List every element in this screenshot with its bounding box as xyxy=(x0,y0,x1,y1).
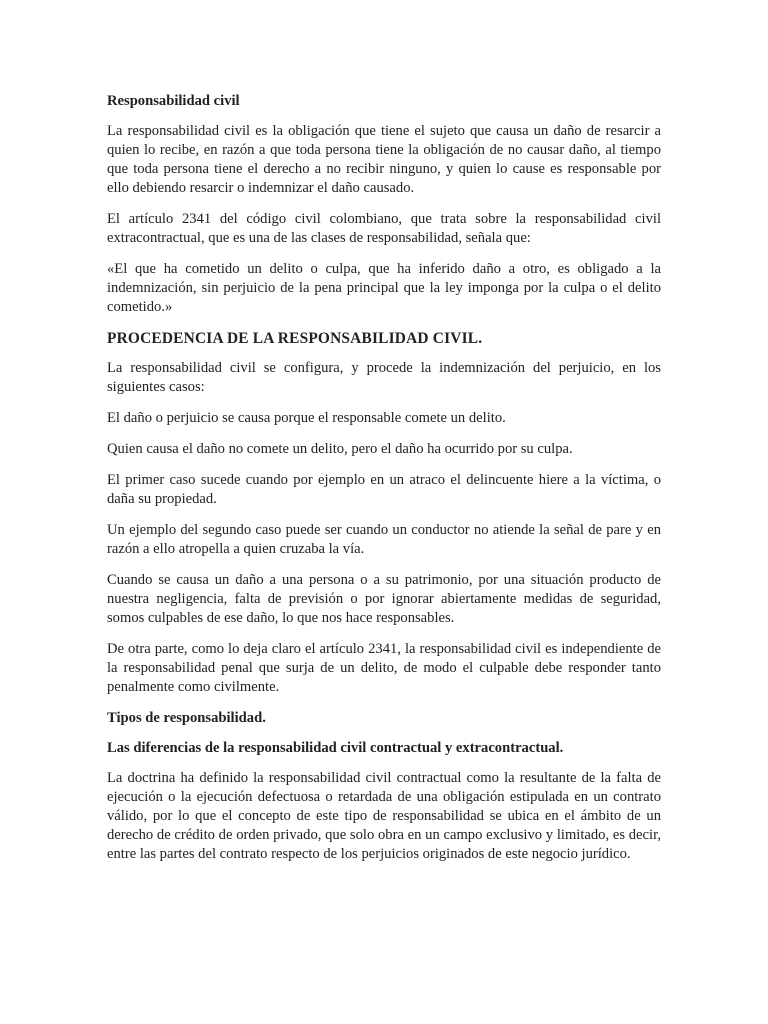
paragraph-second-case-example: Un ejemplo del segundo caso puede ser cuando un conductor no atiende la señal de pare y en razón a ello atropella a quien cruzaba la vía. xyxy=(107,522,661,557)
document-page xyxy=(107,92,661,876)
paragraph-first-case-example: El primer caso sucede cuando por ejemplo en un atraco el delincuente hiere a la víctima, o daña su propiedad. xyxy=(107,472,661,507)
document-title: Responsabilidad civil xyxy=(107,93,240,109)
paragraph-contractual: La doctrina ha definido la responsabilidad civil contractual como la resultante de la falta de ejecución o la ejecución defectuosa o retardada de una obligación estipulada en un contrato válido, por lo que el concepto de este tipo de responsabilidad se ubica en el ámbito de un derecho de crédito de orden privado, que solo obra en un campo exclusivo y limitado, es decir, entre las partes del contrato respecto de los perjuicios originados de este negocio jurídico. xyxy=(107,770,661,862)
heading-tipos: Tipos de responsabilidad. xyxy=(107,710,266,726)
paragraph-definition: La responsabilidad civil es la obligación que tiene el sujeto que causa un daño de resarcir a quien lo recibe, en razón a que toda persona tiene la obligación de no causar daño, al tiempo que toda persona tiene el derecho a no recibir ninguno, y quien lo cause es responsable por ello debiendo resarcir o indemnizar el daño causado. xyxy=(107,123,661,196)
paragraph-cases-intro: La responsabilidad civil se configura, y procede la indemnización del perjuicio, en los siguientes casos: xyxy=(107,360,661,395)
paragraph-case-1: El daño o perjuicio se causa porque el responsable comete un delito. xyxy=(107,410,506,426)
paragraph-article-2341: El artículo 2341 del código civil colombiano, que trata sobre la responsabilidad civil extracontractual, que es una de las clases de responsabilidad, señala que: xyxy=(107,211,661,246)
paragraph-negligence: Cuando se causa un daño a una persona o a su patrimonio, por una situación producto de nuestra negligencia, falta de previsión o por ignorar abiertamente medidas de seguridad, somos culpables de ese daño, lo que nos hace responsables. xyxy=(107,572,661,626)
heading-procedencia: PROCEDENCIA DE LA RESPONSABILIDAD CIVIL. xyxy=(107,330,483,347)
paragraph-quote: «El que ha cometido un delito o culpa, que ha inferido daño a otro, es obligado a la indemnización, sin perjuicio de la pena principal que la ley imponga por la culpa o el delito cometido.» xyxy=(107,261,661,315)
paragraph-independence: De otra parte, como lo deja claro el artículo 2341, la responsabilidad civil es independiente de la responsabilidad penal que surja de un delito, de modo el culpable debe responder tanto penalmente como civilmente. xyxy=(107,641,661,695)
heading-diferencias: Las diferencias de la responsabilidad civil contractual y extracontractual. xyxy=(107,740,564,756)
paragraph-case-2: Quien causa el daño no comete un delito, pero el daño ha ocurrido por su culpa. xyxy=(107,441,573,457)
